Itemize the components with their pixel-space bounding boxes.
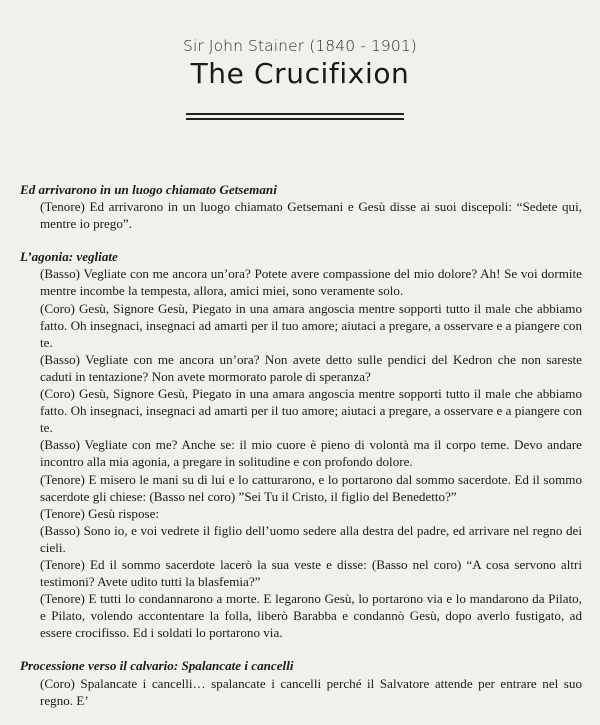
section-heading: Processione verso il calvario: Spalancate i cancelli (20, 658, 294, 674)
text-line: (Tenore) E misero le mani su di lui e lo catturarono, e lo portarono dal sommo sacerdote. Ed il sommo sacerdote gli chiese: (Basso nel coro) ”Sei Tu il Cristo, il figlio del Benedetto?” (40, 471, 582, 504)
text-line: (Coro) Spalancate i cancelli… spalancate i cancelli perché il Salvatore attende per entrare nel suo regno. E’ (40, 675, 582, 708)
section-processione (20, 657, 582, 708)
text-line: (Basso) Sono io, e voi vedrete il figlio dell’uomo sedere alla destra del padre, ed arrivare nel regno dei cieli. (40, 522, 582, 555)
section-getsemani (20, 181, 582, 232)
text-line: (Coro) Gesù, Signore Gesù, Piegato in una amara angoscia mentre sopporti tutto il male che abbiamo fatto. Oh insegnaci, insegnaci ad amarti per il tuo amore; aiutaci a pregare, a osservare e a piangere con te. (40, 300, 582, 350)
text-line: (Tenore) Gesù rispose: (40, 505, 160, 521)
libretto-body (20, 181, 582, 725)
title-rule-upper (186, 113, 404, 115)
text-line: (Basso) Vegliate con me ancora un’ora? Non avete detto sulle pendici del Kedron che non sareste caduti in tentazione? Non avete mormorato parole di speranza? (40, 351, 582, 384)
text-line: (Tenore) Ed arrivarono in un luogo chiamato Getsemani e Gesù disse ai suoi discepoli: “Sedete qui, mentre io prego”. (40, 199, 582, 232)
section-heading: Ed arrivarono in un luogo chiamato Getsemani (20, 182, 277, 197)
section-heading: L’agonia: vegliate (20, 249, 118, 265)
composer-credit: Sir John Stainer (1840 - 1901) (183, 37, 417, 55)
text-line: (Coro) Gesù, Signore Gesù, Piegato in una amara angoscia mentre sopporti tutto il male che abbiamo fatto. Oh insegnaci, insegnaci ad amarti per il tuo amore; aiutaci a pregare, a osservare e a piangere con te. (40, 386, 582, 436)
text-line: (Basso) Vegliate con me? Anche se: il mio cuore è pieno di volontà ma il corpo teme. Devo andare incontro alla mia agonia, a pregare in solitudine e con profondo dolore. (40, 437, 582, 470)
text-line: (Tenore) E tutti lo condannarono a morte. E legarono Gesù, lo portarono via e lo mandarono da Pilato, e Pilato, volendo accontentare la folla, liberò Barabba e condannò Gesù, dopo averlo fustigato, ad essere crocifisso. Ed i soldati lo portarono via. (40, 591, 582, 641)
text-line: (Basso) Vegliate con me ancora un’ora? Potete avere compassione del mio dolore? Ah! Se voi dormite mentre incombe la tempesta, allora, amici miei, sono veramente solo. (40, 266, 582, 299)
section-agonia (20, 248, 582, 641)
text-line: (Tenore) Ed il sommo sacerdote lacerò la sua veste e disse: (Basso nel coro) “A cosa servono altri testimoni? Avete udito tutti la blasfemia?” (40, 556, 582, 590)
title-rule-lower (186, 118, 404, 120)
page-title: The Crucifixion (190, 57, 410, 90)
